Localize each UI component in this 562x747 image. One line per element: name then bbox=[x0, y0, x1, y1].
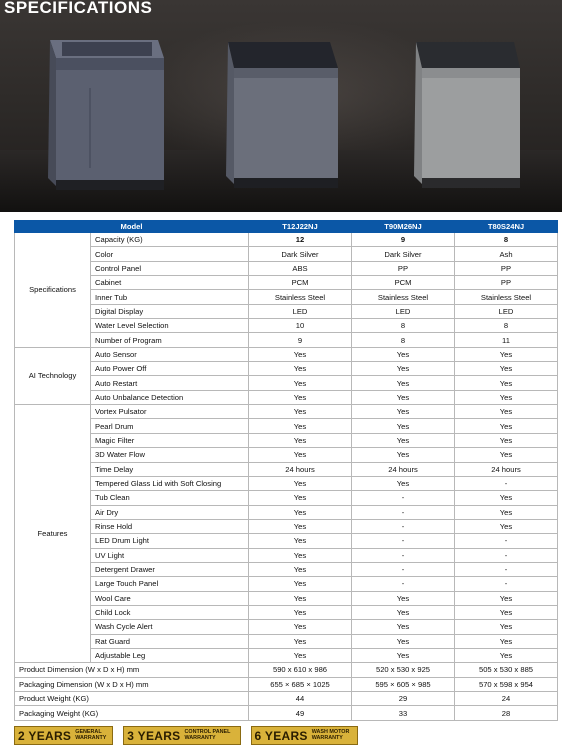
cell-value: Yes bbox=[352, 448, 455, 462]
specifications-table bbox=[14, 220, 558, 721]
row-label: Control Panel bbox=[91, 261, 249, 275]
table-row bbox=[15, 419, 558, 433]
cell-value: Yes bbox=[249, 534, 352, 548]
group-label: Specifications bbox=[15, 233, 91, 348]
table-row bbox=[15, 562, 558, 576]
table-row bbox=[15, 390, 558, 404]
table-row bbox=[15, 577, 558, 591]
row-label: Auto Sensor bbox=[91, 347, 249, 361]
cell-value: Yes bbox=[455, 648, 558, 662]
row-label: Vortex Pulsator bbox=[91, 405, 249, 419]
table-row bbox=[15, 692, 558, 706]
cell-value: 24 bbox=[455, 692, 558, 706]
table-row bbox=[15, 476, 558, 490]
cell-value: Yes bbox=[455, 433, 558, 447]
warranty-years: 2 YEARS bbox=[18, 728, 72, 743]
warranty-badge-control-panel bbox=[123, 726, 240, 745]
row-label: Capacity (KG) bbox=[91, 233, 249, 247]
column-header-model: Model bbox=[15, 221, 249, 233]
row-label: Product Weight (KG) bbox=[15, 692, 249, 706]
warranty-years: 3 YEARS bbox=[127, 728, 181, 743]
cell-value: 520 x 530 x 925 bbox=[352, 663, 455, 677]
cell-value: 44 bbox=[249, 692, 352, 706]
cell-value: Yes bbox=[352, 390, 455, 404]
cell-value: Yes bbox=[249, 405, 352, 419]
row-label: Auto Power Off bbox=[91, 362, 249, 376]
table-row bbox=[15, 591, 558, 605]
cell-value: PCM bbox=[352, 276, 455, 290]
cell-value: 8 bbox=[352, 333, 455, 347]
table-row bbox=[15, 247, 558, 261]
cell-value: Yes bbox=[352, 376, 455, 390]
cell-value: - bbox=[352, 562, 455, 576]
cell-value: 9 bbox=[352, 233, 455, 247]
cell-value: - bbox=[352, 534, 455, 548]
cell-value: 12 bbox=[249, 233, 352, 247]
table-row bbox=[15, 333, 558, 347]
cell-value: Yes bbox=[455, 634, 558, 648]
cell-value: Yes bbox=[455, 405, 558, 419]
cell-value: - bbox=[455, 534, 558, 548]
row-label: Detergent Drawer bbox=[91, 562, 249, 576]
warranty-badge-general bbox=[14, 726, 113, 745]
cell-value: Yes bbox=[249, 347, 352, 361]
table-row bbox=[15, 347, 558, 361]
cell-value: ABS bbox=[249, 261, 352, 275]
cell-value: Yes bbox=[455, 390, 558, 404]
cell-value: - bbox=[455, 562, 558, 576]
cell-value: - bbox=[352, 548, 455, 562]
cell-value: Yes bbox=[352, 605, 455, 619]
cell-value: PP bbox=[352, 261, 455, 275]
cell-value: Yes bbox=[352, 591, 455, 605]
row-label: Auto Restart bbox=[91, 376, 249, 390]
table-row bbox=[15, 548, 558, 562]
row-label: Magic Filter bbox=[91, 433, 249, 447]
cell-value: Ash bbox=[455, 247, 558, 261]
cell-value: Yes bbox=[249, 376, 352, 390]
cell-value: 8 bbox=[455, 319, 558, 333]
cell-value: Dark Silver bbox=[352, 247, 455, 261]
cell-value: 11 bbox=[455, 333, 558, 347]
cell-value: 8 bbox=[455, 233, 558, 247]
washing-machine-t12j22nj-image bbox=[40, 28, 170, 198]
cell-value: Yes bbox=[455, 605, 558, 619]
cell-value: Yes bbox=[249, 519, 352, 533]
cell-value: 595 × 605 × 985 bbox=[352, 677, 455, 691]
column-header-t80s24nj: T80S24NJ bbox=[455, 221, 558, 233]
cell-value: Yes bbox=[352, 347, 455, 361]
table-row bbox=[15, 261, 558, 275]
cell-value: PP bbox=[455, 261, 558, 275]
cell-value: Yes bbox=[249, 390, 352, 404]
cell-value: LED bbox=[352, 304, 455, 318]
cell-value: Yes bbox=[352, 620, 455, 634]
table-row bbox=[15, 534, 558, 548]
cell-value: - bbox=[455, 577, 558, 591]
cell-value: - bbox=[352, 577, 455, 591]
row-label: Rinse Hold bbox=[91, 519, 249, 533]
cell-value: LED bbox=[455, 304, 558, 318]
cell-value: 49 bbox=[249, 706, 352, 720]
cell-value: Yes bbox=[249, 648, 352, 662]
row-label: Cabinet bbox=[91, 276, 249, 290]
table-row bbox=[15, 648, 558, 662]
row-label: Product Dimension (W x D x H) mm bbox=[15, 663, 249, 677]
warranty-label: WASH MOTOR WARRANTY bbox=[311, 728, 350, 741]
row-label: Air Dry bbox=[91, 505, 249, 519]
cell-value: Yes bbox=[455, 505, 558, 519]
table-row bbox=[15, 634, 558, 648]
row-label: Wool Care bbox=[91, 591, 249, 605]
table-row bbox=[15, 376, 558, 390]
cell-value: 29 bbox=[352, 692, 455, 706]
cell-value: Yes bbox=[249, 505, 352, 519]
washing-machine-t90m26nj-image bbox=[222, 32, 342, 194]
cell-value: Yes bbox=[249, 620, 352, 634]
row-label: Packaging Dimension (W x D x H) mm bbox=[15, 677, 249, 691]
cell-value: 10 bbox=[249, 319, 352, 333]
cell-value: Dark Silver bbox=[249, 247, 352, 261]
row-label: LED Drum Light bbox=[91, 534, 249, 548]
page-title: SPECIFICATIONS bbox=[4, 0, 153, 17]
column-header-t90m26nj: T90M26NJ bbox=[352, 221, 455, 233]
cell-value: - bbox=[352, 505, 455, 519]
group-label: AI Technology bbox=[15, 347, 91, 404]
cell-value: Yes bbox=[455, 347, 558, 361]
warranty-years: 6 YEARS bbox=[254, 728, 308, 743]
cell-value: Yes bbox=[352, 419, 455, 433]
row-label: Pearl Drum bbox=[91, 419, 249, 433]
warranty-badge-wash-motor bbox=[251, 726, 358, 745]
cell-value: Yes bbox=[249, 548, 352, 562]
table-body bbox=[15, 233, 558, 721]
row-label: Child Lock bbox=[91, 605, 249, 619]
warranty-label: CONTROL PANEL WARRANTY bbox=[184, 728, 231, 741]
table-row bbox=[15, 620, 558, 634]
cell-value: 24 hours bbox=[352, 462, 455, 476]
group-label: Features bbox=[15, 405, 91, 663]
table-row bbox=[15, 462, 558, 476]
cell-value: Yes bbox=[352, 648, 455, 662]
table-row bbox=[15, 677, 558, 691]
table-row bbox=[15, 663, 558, 677]
table-row bbox=[15, 433, 558, 447]
cell-value: Yes bbox=[249, 419, 352, 433]
cell-value: Yes bbox=[249, 591, 352, 605]
cell-value: Yes bbox=[249, 448, 352, 462]
row-label: Rat Guard bbox=[91, 634, 249, 648]
row-label: 3D Water Flow bbox=[91, 448, 249, 462]
table-row bbox=[15, 505, 558, 519]
table-row bbox=[15, 276, 558, 290]
warranty-badges bbox=[14, 726, 358, 745]
row-label: Large Touch Panel bbox=[91, 577, 249, 591]
table-row bbox=[15, 448, 558, 462]
cell-value: Yes bbox=[455, 448, 558, 462]
cell-value: Stainless Steel bbox=[352, 290, 455, 304]
cell-value: Yes bbox=[249, 491, 352, 505]
cell-value: Yes bbox=[249, 562, 352, 576]
row-label: Digital Display bbox=[91, 304, 249, 318]
cell-value: Yes bbox=[455, 620, 558, 634]
cell-value: 24 hours bbox=[249, 462, 352, 476]
cell-value: Yes bbox=[249, 605, 352, 619]
cell-value: - bbox=[455, 476, 558, 490]
row-label: Wash Cycle Alert bbox=[91, 620, 249, 634]
cell-value: Yes bbox=[352, 433, 455, 447]
row-label: Tempered Glass Lid with Soft Closing bbox=[91, 476, 249, 490]
cell-value: LED bbox=[249, 304, 352, 318]
table-row bbox=[15, 319, 558, 333]
cell-value: Yes bbox=[249, 362, 352, 376]
row-label: Packaging Weight (KG) bbox=[15, 706, 249, 720]
row-label: Inner Tub bbox=[91, 290, 249, 304]
cell-value: Yes bbox=[455, 519, 558, 533]
row-label: Water Level Selection bbox=[91, 319, 249, 333]
row-label: Tub Clean bbox=[91, 491, 249, 505]
cell-value: Yes bbox=[455, 362, 558, 376]
cell-value: 655 × 685 × 1025 bbox=[249, 677, 352, 691]
cell-value: Yes bbox=[249, 433, 352, 447]
cell-value: Yes bbox=[352, 362, 455, 376]
cell-value: Stainless Steel bbox=[455, 290, 558, 304]
row-label: Time Delay bbox=[91, 462, 249, 476]
cell-value: - bbox=[352, 491, 455, 505]
cell-value: PCM bbox=[249, 276, 352, 290]
cell-value: Yes bbox=[352, 405, 455, 419]
cell-value: Yes bbox=[352, 634, 455, 648]
warranty-label: GENERAL WARRANTY bbox=[75, 728, 107, 741]
cell-value: 24 hours bbox=[455, 462, 558, 476]
cell-value: 28 bbox=[455, 706, 558, 720]
cell-value: Yes bbox=[249, 634, 352, 648]
table-row bbox=[15, 519, 558, 533]
row-label: Color bbox=[91, 247, 249, 261]
cell-value: Yes bbox=[455, 376, 558, 390]
cell-value: Yes bbox=[455, 419, 558, 433]
cell-value: 33 bbox=[352, 706, 455, 720]
table-row bbox=[15, 304, 558, 318]
cell-value: 570 x 598 x 954 bbox=[455, 677, 558, 691]
table-row bbox=[15, 491, 558, 505]
cell-value: - bbox=[455, 548, 558, 562]
table-row bbox=[15, 706, 558, 720]
table-row bbox=[15, 233, 558, 247]
cell-value: Yes bbox=[455, 591, 558, 605]
row-label: UV Light bbox=[91, 548, 249, 562]
washing-machine-t80s24nj-image bbox=[408, 34, 524, 194]
cell-value: 590 x 610 x 986 bbox=[249, 663, 352, 677]
hero-banner bbox=[0, 0, 562, 212]
cell-value: PP bbox=[455, 276, 558, 290]
table-header-row bbox=[15, 221, 558, 233]
row-label: Number of Program bbox=[91, 333, 249, 347]
row-label: Auto Unbalance Detection bbox=[91, 390, 249, 404]
table-row bbox=[15, 290, 558, 304]
table-row bbox=[15, 605, 558, 619]
column-header-t12j22nj: T12J22NJ bbox=[249, 221, 352, 233]
table-row bbox=[15, 405, 558, 419]
cell-value: Yes bbox=[249, 476, 352, 490]
cell-value: 505 x 530 x 885 bbox=[455, 663, 558, 677]
table-row bbox=[15, 362, 558, 376]
cell-value: 8 bbox=[352, 319, 455, 333]
cell-value: Yes bbox=[455, 491, 558, 505]
cell-value: 9 bbox=[249, 333, 352, 347]
cell-value: Yes bbox=[249, 577, 352, 591]
cell-value: Yes bbox=[352, 476, 455, 490]
cell-value: Stainless Steel bbox=[249, 290, 352, 304]
row-label: Adjustable Leg bbox=[91, 648, 249, 662]
cell-value: - bbox=[352, 519, 455, 533]
